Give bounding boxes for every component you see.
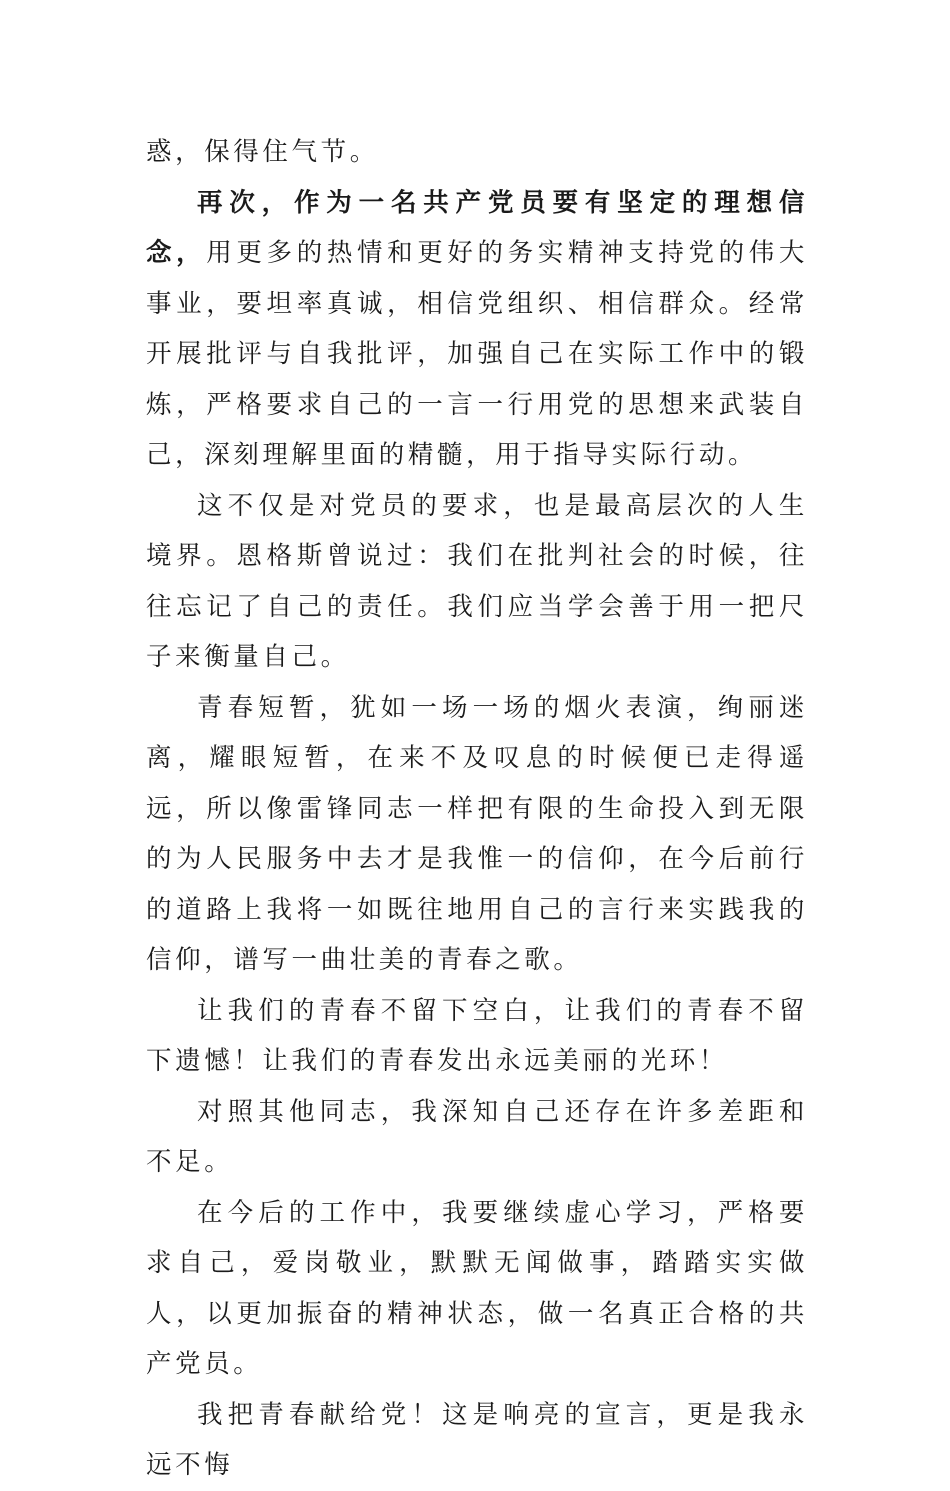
paragraph-continuation: [146, 127, 808, 178]
document-body: [146, 127, 808, 1491]
paragraph: [146, 986, 808, 1087]
paragraph-text: 让我们的青春不留下空白，让我们的青春不留下遗憾！让我们的青春发出永远美丽的光环！: [146, 995, 808, 1076]
paragraph-text: 对照其他同志，我深知自己还存在许多差距和不足。: [146, 1096, 808, 1177]
paragraph: [146, 1087, 808, 1188]
paragraph-text: 用更多的热情和更好的务实精神支持党的伟大事业，要坦率真诚，相信党组织、相信群众。经常开展批评与自我批评，加强自己在实际工作中的锻炼，严格要求自己的一言一行用党的思想来武装自己，深刻理解里面的精髓，用于指导实际行动。: [146, 238, 808, 470]
paragraph: [146, 683, 808, 986]
paragraph-text: 这不仅是对党员的要求，也是最高层次的人生境界。恩格斯曾说过：我们在批判社会的时候，往往忘记了自己的责任。我们应当学会善于用一把尺子来衡量自己。: [146, 490, 808, 672]
paragraph-text: 青春短暂，犹如一场一场的烟火表演，绚丽迷离，耀眼短暂，在来不及叹息的时候便已走得遥远，所以像雷锋同志一样把有限的生命投入到无限的为人民服务中去才是我惟一的信仰，在今后前行的道路上我将一如既往地用自己的言行来实践我的信仰，谱写一曲壮美的青春之歌。: [146, 692, 808, 975]
paragraph-text: 我把青春献给党！这是响亮的宣言，更是我永远不悔: [146, 1399, 808, 1480]
paragraph-bold-lead: 再次，作为一名共产党员要有坚定的理想信念，: [146, 187, 808, 268]
paragraph-text: 惑，保得住气节。: [146, 137, 379, 167]
paragraph: [146, 1390, 808, 1491]
paragraph-text: 在今后的工作中，我要继续虚心学习，严格要求自己，爱岗敬业，默默无闻做事，踏踏实实做人，以更加振奋的精神状态，做一名真正合格的共产党员。: [146, 1197, 808, 1379]
paragraph: [146, 178, 808, 481]
paragraph: [146, 1188, 808, 1390]
paragraph: [146, 481, 808, 683]
